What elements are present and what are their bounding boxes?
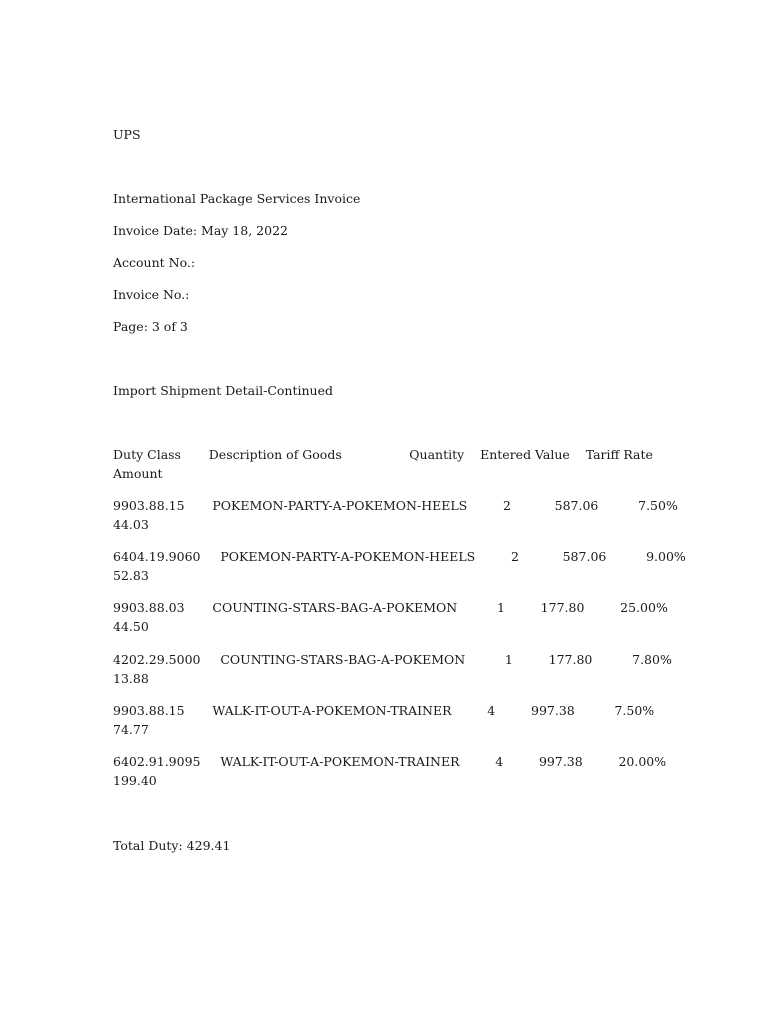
table-header-amount: Amount — [113, 466, 163, 481]
table-row — [113, 496, 678, 534]
row-amount: 52.83 — [113, 568, 149, 583]
table-row — [113, 752, 673, 790]
table-header-columns: Duty Class Description of Goods Quantity Entered Value Tariff Rate — [113, 447, 653, 462]
page-number: Page: 3 of 3 — [113, 319, 188, 334]
company-name: UPS — [113, 127, 141, 142]
row-details: 6402.91.9095 WALK-IT-OUT-A-POKEMON-TRAINER 4 997.38 20.00% — [113, 754, 667, 769]
invoice-date: Invoice Date: May 18, 2022 — [113, 223, 288, 238]
table-row — [113, 598, 673, 636]
row-amount: 13.88 — [113, 671, 149, 686]
row-details: 6404.19.9060 POKEMON-PARTY-A-POKEMON-HEELS 2 587.06 9.00% — [113, 549, 686, 564]
row-amount: 44.50 — [113, 619, 149, 634]
invoice-number: Invoice No.: — [113, 287, 190, 302]
section-title: Import Shipment Detail-Continued — [113, 383, 333, 398]
table-row — [113, 650, 673, 688]
row-details: 4202.29.5000 COUNTING-STARS-BAG-A-POKEMON 1 177.80 7.80% — [113, 652, 672, 667]
table-row — [113, 701, 673, 739]
invoice-title: International Package Services Invoice — [113, 191, 361, 206]
row-details: 9903.88.15 POKEMON-PARTY-A-POKEMON-HEELS 2 587.06 7.50% — [113, 498, 678, 513]
row-details: 9903.88.15 WALK-IT-OUT-A-POKEMON-TRAINER 4 997.38 7.50% — [113, 703, 655, 718]
row-amount: 199.40 — [113, 773, 157, 788]
table-header — [113, 445, 673, 483]
row-amount: 44.03 — [113, 517, 149, 532]
table-row — [113, 547, 686, 585]
row-details: 9903.88.03 COUNTING-STARS-BAG-A-POKEMON 1 177.80 25.00% — [113, 600, 668, 615]
row-amount: 74.77 — [113, 722, 149, 737]
account-number: Account No.: — [113, 255, 196, 270]
total-duty: Total Duty: 429.41 — [113, 838, 231, 853]
